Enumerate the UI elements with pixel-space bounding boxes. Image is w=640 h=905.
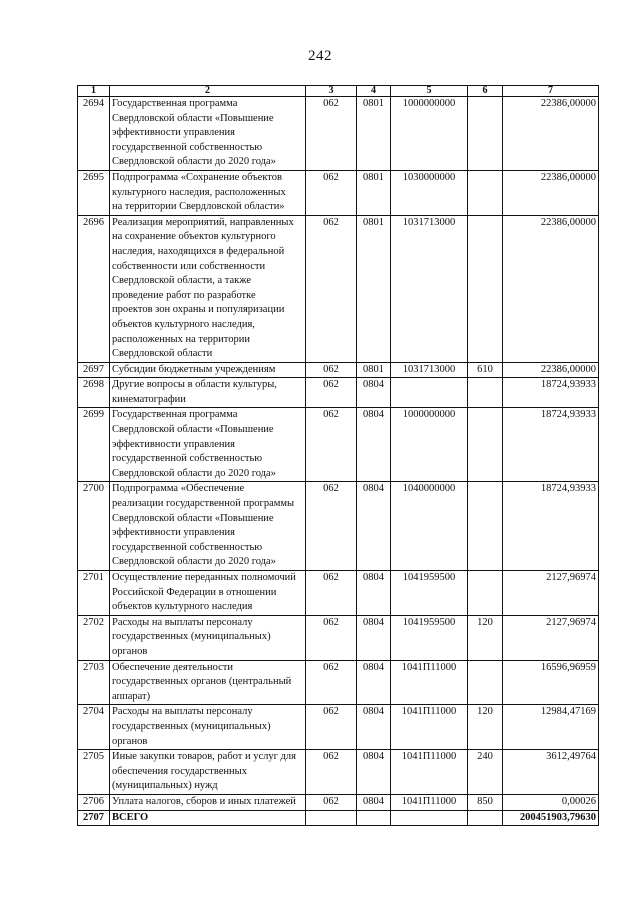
row-sum: 0,00026 (503, 794, 599, 810)
col-header-5: 5 (391, 86, 468, 97)
description-line: органов (112, 735, 148, 747)
total-target (391, 810, 468, 826)
expense-type-code: 240 (468, 750, 503, 795)
description-line: Обеспечение деятельности (112, 661, 233, 673)
target-article-code: 1041П11000 (391, 705, 468, 750)
col-header-3: 3 (306, 86, 357, 97)
expense-type-code: 120 (468, 705, 503, 750)
ministry-code: 062 (306, 215, 357, 362)
description-line: Свердловской области до 2020 года» (112, 156, 276, 168)
expense-type-code (468, 215, 503, 362)
section-code: 0804 (357, 660, 391, 705)
table-row (78, 362, 599, 378)
section-code: 0804 (357, 705, 391, 750)
description-line: эффективности управления (112, 127, 235, 139)
description-line: обеспечения государственных (112, 765, 247, 777)
expense-type-code: 610 (468, 362, 503, 378)
table-row (78, 615, 599, 660)
section-code: 0801 (357, 170, 391, 215)
ministry-code: 062 (306, 362, 357, 378)
description-line: Подпрограмма «Сохранение объектов (112, 171, 282, 183)
description-line: государственной собственностью (112, 141, 263, 153)
col-header-2: 2 (110, 86, 306, 97)
row-sum: 22386,00000 (503, 170, 599, 215)
section-code: 0801 (357, 97, 391, 171)
section-code: 0804 (357, 482, 391, 571)
row-number: 2695 (78, 170, 110, 215)
table-row (78, 571, 599, 616)
row-number: 2696 (78, 215, 110, 362)
expense-type-code (468, 97, 503, 171)
table-row (78, 794, 599, 810)
table-row (78, 660, 599, 705)
ministry-code: 062 (306, 705, 357, 750)
col-header-1: 1 (78, 86, 110, 97)
row-number: 2694 (78, 97, 110, 171)
target-article-code: 1000000000 (391, 97, 468, 171)
row-number: 2697 (78, 362, 110, 378)
description-line: Государственная программа (112, 409, 238, 421)
description-line: Свердловской области до 2020 года» (112, 467, 276, 479)
row-sum: 2127,96974 (503, 615, 599, 660)
row-description (110, 482, 306, 571)
row-description (110, 170, 306, 215)
description-line: Свердловской области «Повышение (112, 112, 274, 124)
table-row (78, 378, 599, 408)
description-line: Свердловской области, а также (112, 275, 252, 287)
section-code: 0804 (357, 408, 391, 482)
ministry-code: 062 (306, 660, 357, 705)
description-line: Свердловской области до 2020 года» (112, 556, 276, 568)
ministry-code: 062 (306, 408, 357, 482)
description-line: государственных (муниципальных) (112, 720, 271, 732)
description-line: Уплата налогов, сборов и иных платежей (112, 795, 296, 807)
total-row (78, 810, 599, 826)
row-sum: 22386,00000 (503, 362, 599, 378)
description-line: объектов культурного наследия (112, 601, 253, 613)
description-line: Свердловской области «Повышение (112, 424, 274, 436)
col-header-7: 7 (503, 86, 599, 97)
section-code: 0804 (357, 615, 391, 660)
row-number: 2706 (78, 794, 110, 810)
row-sum: 3612,49764 (503, 750, 599, 795)
row-description (110, 362, 306, 378)
row-description (110, 750, 306, 795)
row-sum: 22386,00000 (503, 215, 599, 362)
description-line: эффективности управления (112, 438, 235, 450)
col-header-6: 6 (468, 86, 503, 97)
row-description (110, 615, 306, 660)
target-article-code (391, 378, 468, 408)
description-line: Реализация мероприятий, направленных (112, 216, 294, 228)
section-code: 0804 (357, 378, 391, 408)
row-number: 2703 (78, 660, 110, 705)
total-ministry (306, 810, 357, 826)
ministry-code: 062 (306, 794, 357, 810)
description-line: государственных (муниципальных) (112, 631, 271, 643)
target-article-code: 1041П11000 (391, 660, 468, 705)
ministry-code: 062 (306, 170, 357, 215)
header-row (78, 86, 599, 97)
description-line: аппарат) (112, 690, 151, 702)
row-description (110, 660, 306, 705)
description-line: культурного наследия, расположенных (112, 186, 286, 198)
row-description (110, 378, 306, 408)
description-line: Расходы на выплаты персоналу (112, 616, 253, 628)
expense-type-code (468, 170, 503, 215)
expense-type-code (468, 660, 503, 705)
section-code: 0804 (357, 794, 391, 810)
row-sum: 18724,93933 (503, 482, 599, 571)
target-article-code: 1000000000 (391, 408, 468, 482)
total-section (357, 810, 391, 826)
expense-type-code (468, 378, 503, 408)
description-line: проведение работ по разработке (112, 289, 256, 301)
total-expense (468, 810, 503, 826)
section-code: 0801 (357, 362, 391, 378)
row-number: 2702 (78, 615, 110, 660)
description-line: Другие вопросы в области культуры, (112, 379, 277, 391)
expense-type-code (468, 408, 503, 482)
row-description (110, 705, 306, 750)
row-number: 2705 (78, 750, 110, 795)
row-sum: 12984,47169 (503, 705, 599, 750)
target-article-code: 1030000000 (391, 170, 468, 215)
row-number: 2704 (78, 705, 110, 750)
target-article-code: 1041959500 (391, 571, 468, 616)
row-number: 2699 (78, 408, 110, 482)
row-sum: 2127,96974 (503, 571, 599, 616)
total-label: ВСЕГО (110, 810, 306, 826)
ministry-code: 062 (306, 750, 357, 795)
ministry-code: 062 (306, 615, 357, 660)
target-article-code: 1040000000 (391, 482, 468, 571)
description-line: государственных органов (центральный (112, 676, 292, 688)
table-row (78, 482, 599, 571)
description-line: (муниципальных) нужд (112, 780, 218, 792)
description-line: объектов культурного наследия, (112, 318, 255, 330)
description-line: Субсидии бюджетным учреждениям (112, 363, 276, 375)
description-line: кинематографии (112, 393, 186, 405)
row-description (110, 408, 306, 482)
description-line: Российской Федерации в отношении (112, 586, 277, 598)
description-line: проектов зон охраны и популяризации (112, 304, 285, 316)
description-line: эффективности управления (112, 527, 235, 539)
row-sum: 18724,93933 (503, 408, 599, 482)
description-line: наследия, находящихся в федеральной (112, 245, 285, 257)
row-sum: 18724,93933 (503, 378, 599, 408)
row-sum: 16596,96959 (503, 660, 599, 705)
total-sum: 200451903,79630 (503, 810, 599, 826)
ministry-code: 062 (306, 482, 357, 571)
description-line: Расходы на выплаты персоналу (112, 706, 253, 718)
row-number: 2698 (78, 378, 110, 408)
description-line: на территории Свердловской области» (112, 201, 285, 213)
description-line: реализации государственной программы (112, 498, 295, 510)
ministry-code: 062 (306, 378, 357, 408)
description-line: государственной собственностью (112, 453, 263, 465)
table-row (78, 750, 599, 795)
row-number: 2700 (78, 482, 110, 571)
table-row (78, 408, 599, 482)
target-article-code: 1041П11000 (391, 794, 468, 810)
section-code: 0804 (357, 571, 391, 616)
row-description (110, 97, 306, 171)
total-row-number: 2707 (78, 810, 110, 826)
target-article-code: 1031713000 (391, 362, 468, 378)
description-line: на сохранение объектов культурного (112, 231, 276, 243)
section-code: 0801 (357, 215, 391, 362)
page-number: 242 (308, 48, 332, 64)
target-article-code: 1031713000 (391, 215, 468, 362)
row-description (110, 571, 306, 616)
ministry-code: 062 (306, 97, 357, 171)
expense-type-code (468, 571, 503, 616)
section-code: 0804 (357, 750, 391, 795)
description-line: государственной собственностью (112, 541, 263, 553)
row-description (110, 215, 306, 362)
description-line: Государственная программа (112, 98, 238, 109)
description-line: Свердловской области (112, 348, 213, 360)
row-number: 2701 (78, 571, 110, 616)
description-line: расположенных на территории (112, 333, 250, 345)
target-article-code: 1041П11000 (391, 750, 468, 795)
description-line: органов (112, 645, 148, 657)
description-line: Иные закупки товаров, работ и услуг для (112, 751, 296, 763)
row-sum: 22386,00000 (503, 97, 599, 171)
target-article-code: 1041959500 (391, 615, 468, 660)
col-header-4: 4 (357, 86, 391, 97)
table-row (78, 215, 599, 362)
expense-type-code (468, 482, 503, 571)
ministry-code: 062 (306, 571, 357, 616)
budget-table (77, 85, 599, 826)
table-row (78, 705, 599, 750)
row-description (110, 794, 306, 810)
expense-type-code: 850 (468, 794, 503, 810)
expense-type-code: 120 (468, 615, 503, 660)
description-line: Свердловской области «Повышение (112, 512, 274, 524)
table-row (78, 170, 599, 215)
description-line: Осуществление переданных полномочий (112, 572, 296, 583)
table-row (78, 97, 599, 171)
description-line: собственности или собственности (112, 260, 266, 272)
description-line: Подпрограмма «Обеспечение (112, 483, 245, 495)
